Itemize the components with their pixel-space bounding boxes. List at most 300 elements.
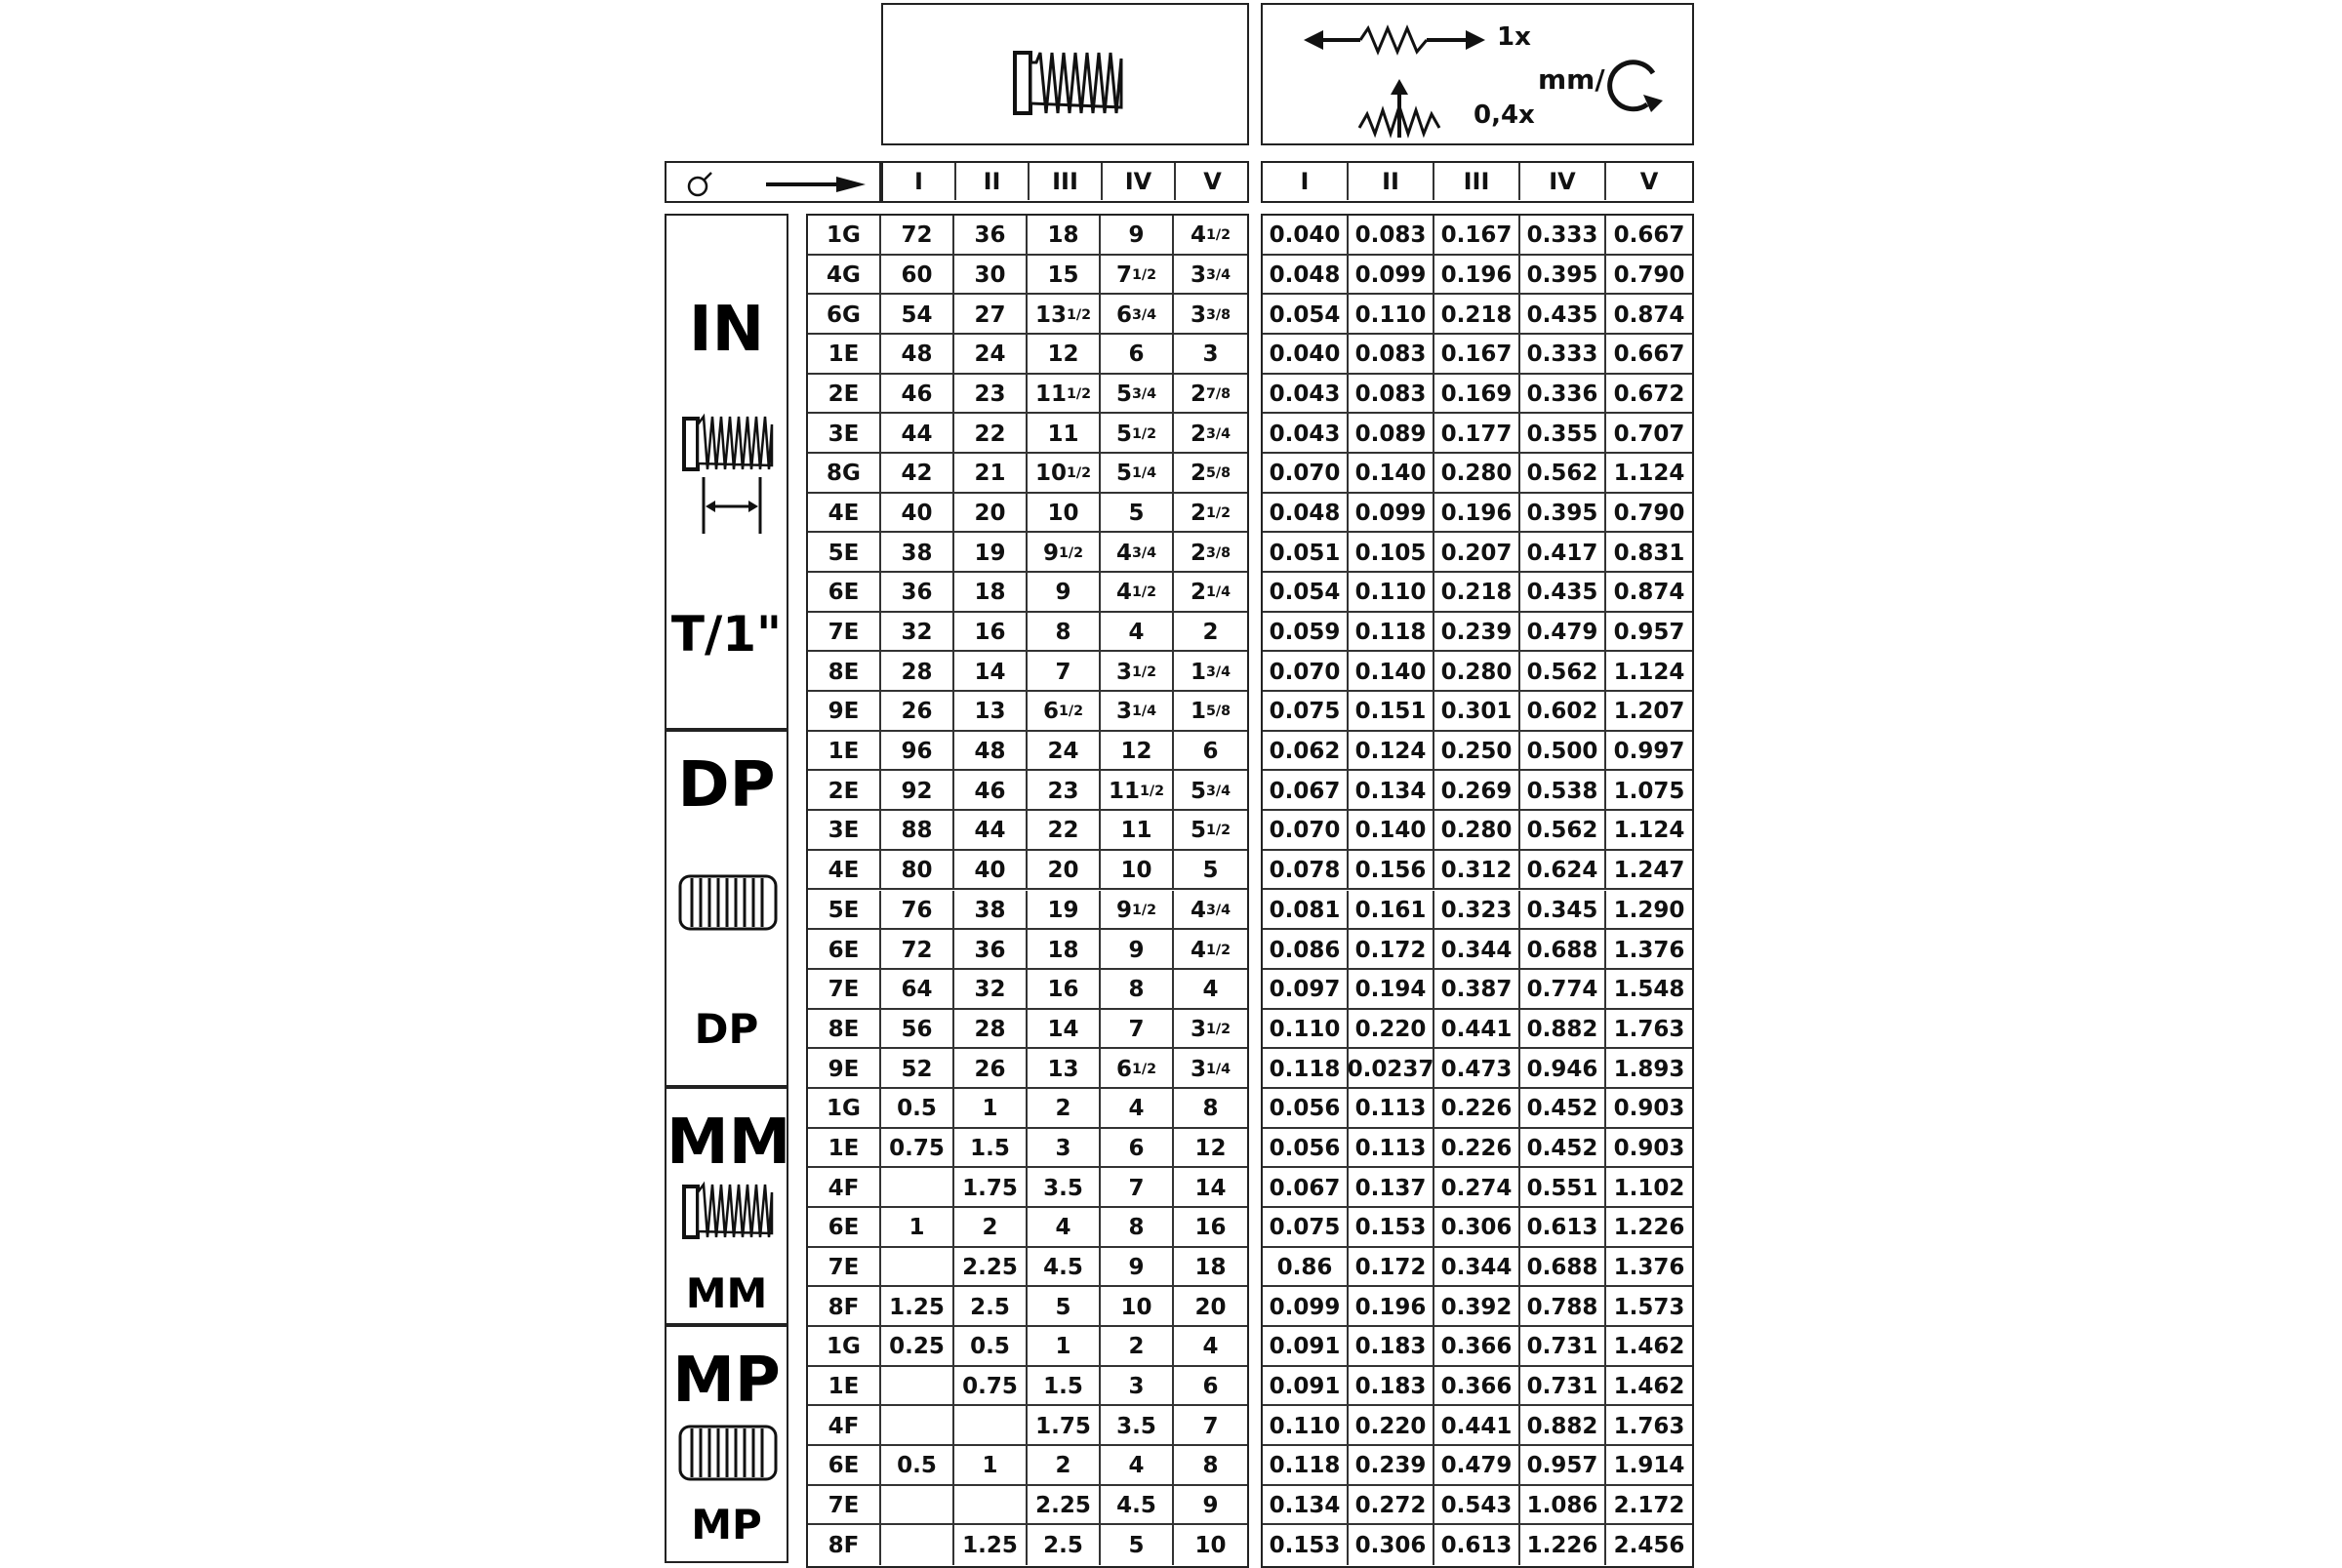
thread-value-cell: 7 bbox=[1101, 1168, 1174, 1208]
feed-value-cell: 0.344 bbox=[1434, 930, 1520, 970]
feed-value-cell: 0.672 bbox=[1613, 382, 1685, 408]
table-row bbox=[808, 454, 1247, 494]
gearbox-code-cell: 4E bbox=[808, 851, 881, 891]
feed-value-cell: 1.573 bbox=[1613, 1294, 1685, 1320]
thread-value-cell: 36 bbox=[954, 216, 1028, 256]
table-row bbox=[808, 256, 1247, 296]
thread-value-cell: 19 bbox=[1028, 891, 1101, 931]
feed-value-cell: 0.140 bbox=[1349, 811, 1434, 851]
thread-value-cell: 1 bbox=[954, 1089, 1028, 1129]
feed-04x-label: 0,4x bbox=[1474, 101, 1535, 130]
group-title: MM bbox=[666, 1106, 791, 1179]
table-row bbox=[1263, 732, 1692, 772]
feed-value-cell: 0.040 bbox=[1263, 335, 1349, 375]
gearbox-code-cell: 2E bbox=[808, 375, 881, 415]
thread-value-cell: 1.5 bbox=[1028, 1367, 1101, 1407]
feed-value-cell: 0.538 bbox=[1520, 771, 1606, 811]
group-subtitle: T/1" bbox=[670, 606, 783, 663]
feed-value-cell: 0.882 bbox=[1520, 1010, 1606, 1050]
feed-value-cell: 1.914 bbox=[1613, 1453, 1685, 1479]
feed-value-cell: 0.070 bbox=[1263, 811, 1349, 851]
thread-value-cell: 1 5/8 bbox=[1190, 699, 1232, 725]
gearbox-code-cell: 8E bbox=[808, 652, 881, 692]
feed-value-cell: 0.274 bbox=[1434, 1168, 1520, 1208]
thread-value-cell: 52 bbox=[881, 1049, 954, 1089]
feed-value-cell: 0.667 bbox=[1613, 342, 1685, 368]
feed-value-cell: 0.048 bbox=[1263, 494, 1349, 534]
thread-value-cell: 44 bbox=[954, 811, 1028, 851]
thread-value-cell: 5 3/4 bbox=[1101, 375, 1174, 415]
worm-thread-icon bbox=[674, 868, 782, 937]
feed-value-cell: 0.118 bbox=[1349, 613, 1434, 653]
thread-value-cell: 23 bbox=[1028, 771, 1101, 811]
feed-value-cell: 0.997 bbox=[1613, 739, 1685, 765]
table-row bbox=[1263, 1208, 1692, 1248]
table-row bbox=[808, 1327, 1247, 1367]
table-row bbox=[808, 1089, 1247, 1129]
feed-value-cell: 0.500 bbox=[1520, 732, 1606, 772]
thread-value-cell: 16 bbox=[1194, 1215, 1227, 1241]
thread-value-cell: 4 bbox=[1101, 1446, 1174, 1486]
thread-value-cell bbox=[881, 1168, 954, 1208]
thread-value-cell: 28 bbox=[881, 652, 954, 692]
feed-value-cell: 0.86 bbox=[1263, 1248, 1349, 1288]
thread-value-cell: 30 bbox=[954, 256, 1028, 296]
feed-value-cell: 0.153 bbox=[1349, 1208, 1434, 1248]
feed-value-cell: 0.688 bbox=[1520, 1248, 1606, 1288]
feed-value-cell: 0.543 bbox=[1434, 1486, 1520, 1526]
feed-value-cell: 0.366 bbox=[1434, 1327, 1520, 1367]
feed-value-cell: 1.124 bbox=[1613, 818, 1685, 844]
thread-value-cell bbox=[954, 1486, 1028, 1526]
feed-value-cell: 0.067 bbox=[1263, 1168, 1349, 1208]
thread-value-cell: 3 1/2 bbox=[1101, 652, 1174, 692]
feed-value-cell: 0.392 bbox=[1434, 1287, 1520, 1327]
table-row bbox=[808, 1525, 1247, 1565]
thread-value-cell: 19 bbox=[954, 533, 1028, 573]
thread-value-cell: 5 1/2 bbox=[1190, 818, 1232, 844]
table-row bbox=[1263, 930, 1692, 970]
thread-value-cell: 3 3/8 bbox=[1190, 302, 1232, 328]
gearbox-code-cell: 6E bbox=[808, 930, 881, 970]
feed-value-cell: 0.091 bbox=[1263, 1367, 1349, 1407]
feed-value-cell: 0.110 bbox=[1263, 1010, 1349, 1050]
table-row bbox=[1263, 771, 1692, 811]
feed-value-cell: 0.774 bbox=[1520, 970, 1606, 1010]
thread-value-cell: 38 bbox=[954, 891, 1028, 931]
table-row bbox=[1263, 970, 1692, 1010]
feed-value-cell: 0.137 bbox=[1349, 1168, 1434, 1208]
feed-value-cell: 0.479 bbox=[1434, 1446, 1520, 1486]
feed-value-cell: 0.707 bbox=[1613, 421, 1685, 447]
thread-value-cell: 26 bbox=[881, 692, 954, 732]
feed-value-cell: 0.874 bbox=[1613, 580, 1685, 606]
feed-value-cell: 0.344 bbox=[1434, 1248, 1520, 1288]
table-row bbox=[808, 970, 1247, 1010]
thread-value-cell: 1 3/4 bbox=[1190, 659, 1232, 685]
feed-value-cell: 0.435 bbox=[1520, 295, 1606, 335]
table-row bbox=[1263, 1248, 1692, 1288]
table-row bbox=[1263, 1089, 1692, 1129]
group-subtitle: MM bbox=[685, 1268, 768, 1317]
feed-value-cell: 0.239 bbox=[1349, 1446, 1434, 1486]
feed-value-cell: 0.099 bbox=[1263, 1287, 1349, 1327]
gearbox-code-cell: 4G bbox=[808, 256, 881, 296]
feed-rate-table bbox=[1261, 214, 1694, 1568]
thread-value-cell: 4 bbox=[1202, 977, 1219, 1003]
thread-value-cell: 4 1/2 bbox=[1101, 573, 1174, 613]
left-column-headers bbox=[881, 161, 1249, 203]
revolution-icon bbox=[1602, 52, 1671, 114]
gearbox-code-cell: 2E bbox=[808, 771, 881, 811]
thread-value-cell: 6 bbox=[1202, 739, 1219, 765]
thread-value-cell: 18 bbox=[1028, 216, 1101, 256]
thread-value-cell: 1 bbox=[881, 1208, 954, 1248]
left-col-header-4: IV bbox=[1103, 163, 1176, 200]
feed-value-cell: 0.790 bbox=[1613, 262, 1685, 288]
thread-value-cell: 28 bbox=[954, 1010, 1028, 1050]
thread-value-cell: 2.25 bbox=[1028, 1486, 1101, 1526]
feed-value-cell: 0.083 bbox=[1349, 216, 1434, 256]
longitudinal-feed-icon bbox=[1302, 22, 1487, 58]
feed-value-cell: 0.134 bbox=[1349, 771, 1434, 811]
group-title: DP bbox=[677, 748, 776, 822]
table-row bbox=[1263, 533, 1692, 573]
feed-value-cell: 0.479 bbox=[1520, 613, 1606, 653]
feed-value-cell: 0.452 bbox=[1520, 1089, 1606, 1129]
thread-value-cell: 1.5 bbox=[954, 1129, 1028, 1169]
gearbox-code-cell: 1G bbox=[808, 216, 881, 256]
right-col-header-4: IV bbox=[1520, 163, 1606, 200]
feed-1x-label: 1x bbox=[1497, 22, 1531, 52]
thread-value-cell: 1.75 bbox=[1028, 1406, 1101, 1446]
thread-value-cell: 1 bbox=[1028, 1327, 1101, 1367]
thread-value-cell: 9 1/2 bbox=[1028, 533, 1101, 573]
thread-value-cell: 20 bbox=[1028, 851, 1101, 891]
thread-value-cell: 18 bbox=[954, 573, 1028, 613]
thread-value-cell: 20 bbox=[954, 494, 1028, 534]
feed-value-cell: 0.269 bbox=[1434, 771, 1520, 811]
feed-value-cell: 0.345 bbox=[1520, 891, 1606, 931]
gearbox-code-cell: 1E bbox=[808, 732, 881, 772]
feed-value-cell: 0.110 bbox=[1349, 295, 1434, 335]
feed-value-cell: 0.957 bbox=[1520, 1446, 1606, 1486]
feed-value-cell: 0.172 bbox=[1349, 1248, 1434, 1288]
feed-value-cell: 0.067 bbox=[1263, 771, 1349, 811]
feed-value-cell: 1.290 bbox=[1613, 897, 1685, 923]
table-row bbox=[1263, 256, 1692, 296]
thread-value-cell: 11 bbox=[1028, 414, 1101, 454]
thread-value-cell: 9 bbox=[1101, 1248, 1174, 1288]
feed-value-cell: 0.562 bbox=[1520, 811, 1606, 851]
gearbox-code-cell: 1E bbox=[808, 335, 881, 375]
table-row bbox=[1263, 1010, 1692, 1050]
table-row bbox=[1263, 216, 1692, 256]
table-row bbox=[808, 613, 1247, 653]
gearbox-code-cell: 4F bbox=[808, 1168, 881, 1208]
feed-value-cell: 0.167 bbox=[1434, 335, 1520, 375]
table-row bbox=[1263, 295, 1692, 335]
thread-value-cell: 4 3/4 bbox=[1190, 897, 1232, 923]
feed-value-cell: 0.957 bbox=[1613, 620, 1685, 646]
feed-value-cell: 0.083 bbox=[1349, 335, 1434, 375]
feed-value-cell: 0.059 bbox=[1263, 613, 1349, 653]
feed-value-cell: 0.306 bbox=[1349, 1525, 1434, 1565]
feed-value-cell: 0.118 bbox=[1263, 1446, 1349, 1486]
feed-value-cell: 0.336 bbox=[1520, 375, 1606, 415]
table-row bbox=[1263, 1129, 1692, 1169]
table-row bbox=[808, 1367, 1247, 1407]
feed-value-cell: 0.043 bbox=[1263, 414, 1349, 454]
thread-value-cell: 2.5 bbox=[1028, 1525, 1101, 1565]
feed-value-cell: 1.763 bbox=[1613, 1016, 1685, 1042]
thread-value-cell: 3 bbox=[1101, 1367, 1174, 1407]
worm-thread-icon bbox=[674, 1419, 782, 1487]
right-column-headers bbox=[1261, 161, 1694, 203]
table-row bbox=[808, 1486, 1247, 1526]
feed-value-cell: 0.395 bbox=[1520, 494, 1606, 534]
feed-value-cell: 1.462 bbox=[1613, 1373, 1685, 1399]
feed-value-cell: 0.078 bbox=[1263, 851, 1349, 891]
table-row bbox=[1263, 1049, 1692, 1089]
feed-value-cell: 0.110 bbox=[1263, 1406, 1349, 1446]
thread-value-cell: 42 bbox=[881, 454, 954, 494]
thread-value-cell: 9 bbox=[1202, 1492, 1219, 1518]
thread-value-cell: 12 bbox=[1101, 732, 1174, 772]
group-subtitle: DP bbox=[694, 1004, 759, 1053]
table-row bbox=[1263, 1168, 1692, 1208]
table-row bbox=[808, 1049, 1247, 1089]
gearbox-code-cell: 1G bbox=[808, 1089, 881, 1129]
feed-value-cell: 0.070 bbox=[1263, 652, 1349, 692]
thread-value-cell: 4 bbox=[1101, 613, 1174, 653]
gearbox-code-cell: 6G bbox=[808, 295, 881, 335]
thread-value-cell: 0.5 bbox=[881, 1089, 954, 1129]
table-row bbox=[808, 1129, 1247, 1169]
feed-value-cell: 0.110 bbox=[1349, 573, 1434, 613]
gearbox-code-cell: 7E bbox=[808, 1248, 881, 1288]
thread-value-cell: 8 bbox=[1028, 613, 1101, 653]
feed-value-cell: 0.153 bbox=[1263, 1525, 1349, 1565]
thread-value-cell: 3 1/4 bbox=[1190, 1056, 1232, 1082]
feed-value-cell: 0.134 bbox=[1263, 1486, 1349, 1526]
feed-value-cell: 0.882 bbox=[1520, 1406, 1606, 1446]
thread-value-cell: 76 bbox=[881, 891, 954, 931]
feed-value-cell: 0.272 bbox=[1349, 1486, 1434, 1526]
thread-value-cell: 2 5/8 bbox=[1190, 461, 1232, 487]
thread-value-cell: 14 bbox=[954, 652, 1028, 692]
table-row bbox=[808, 771, 1247, 811]
table-row bbox=[808, 1010, 1247, 1050]
feed-value-cell: 0.218 bbox=[1434, 573, 1520, 613]
table-row bbox=[1263, 1406, 1692, 1446]
thread-value-cell: 24 bbox=[1028, 732, 1101, 772]
thread-value-cell: 32 bbox=[881, 613, 954, 653]
feed-value-cell: 0.0237 bbox=[1349, 1049, 1434, 1089]
thread-value-cell: 11 bbox=[1101, 811, 1174, 851]
feed-value-cell: 0.790 bbox=[1613, 501, 1685, 527]
gearbox-code-cell: 6E bbox=[808, 1208, 881, 1248]
thread-value-cell: 13 bbox=[954, 692, 1028, 732]
thread-value-cell: 14 bbox=[1194, 1175, 1227, 1201]
table-row bbox=[808, 414, 1247, 454]
table-row bbox=[808, 930, 1247, 970]
thread-value-cell: 3.5 bbox=[1028, 1168, 1101, 1208]
table-row bbox=[1263, 891, 1692, 931]
gearbox-code-cell: 9E bbox=[808, 1049, 881, 1089]
thread-value-cell: 6 bbox=[1101, 335, 1174, 375]
thread-value-cell bbox=[881, 1525, 954, 1565]
feed-value-cell: 0.105 bbox=[1349, 533, 1434, 573]
gearbox-code-cell: 5E bbox=[808, 891, 881, 931]
feed-value-cell: 0.731 bbox=[1520, 1367, 1606, 1407]
thread-value-cell: 46 bbox=[881, 375, 954, 415]
pitch-dimension-icon bbox=[674, 477, 782, 536]
feed-value-cell: 0.070 bbox=[1263, 454, 1349, 494]
feed-value-cell: 0.196 bbox=[1349, 1287, 1434, 1327]
thread-value-cell: 38 bbox=[881, 533, 954, 573]
feed-value-cell: 0.161 bbox=[1349, 891, 1434, 931]
feed-value-cell: 0.602 bbox=[1520, 692, 1606, 732]
thread-value-cell: 40 bbox=[881, 494, 954, 534]
gearbox-code-cell: 8F bbox=[808, 1525, 881, 1565]
feed-value-cell: 0.946 bbox=[1520, 1049, 1606, 1089]
thread-value-cell: 2 1/4 bbox=[1190, 580, 1232, 606]
feed-value-cell: 0.333 bbox=[1520, 216, 1606, 256]
thread-value-cell bbox=[954, 1406, 1028, 1446]
table-row bbox=[808, 1406, 1247, 1446]
thread-value-cell: 36 bbox=[881, 573, 954, 613]
thread-value-cell: 3 bbox=[1202, 342, 1219, 368]
feed-value-cell: 0.086 bbox=[1263, 930, 1349, 970]
feed-value-cell: 0.156 bbox=[1349, 851, 1434, 891]
feed-value-cell: 1.226 bbox=[1613, 1215, 1685, 1241]
feed-value-cell: 0.220 bbox=[1349, 1010, 1434, 1050]
feed-value-cell: 0.624 bbox=[1520, 851, 1606, 891]
table-row bbox=[1263, 1327, 1692, 1367]
feed-value-cell: 0.551 bbox=[1520, 1168, 1606, 1208]
feed-value-cell: 0.097 bbox=[1263, 970, 1349, 1010]
feed-value-cell: 0.113 bbox=[1349, 1129, 1434, 1169]
table-row bbox=[1263, 652, 1692, 692]
group-title: IN bbox=[688, 294, 765, 366]
feed-value-cell: 0.226 bbox=[1434, 1089, 1520, 1129]
feed-value-cell: 0.312 bbox=[1434, 851, 1520, 891]
gearbox-code-cell: 6E bbox=[808, 573, 881, 613]
thread-value-cell: 56 bbox=[881, 1010, 954, 1050]
thread-value-cell: 80 bbox=[881, 851, 954, 891]
table-row bbox=[808, 851, 1247, 891]
table-row bbox=[1263, 414, 1692, 454]
thread-value-cell: 7 bbox=[1028, 652, 1101, 692]
thread-value-cell: 2 bbox=[1028, 1089, 1101, 1129]
feed-value-cell: 0.196 bbox=[1434, 494, 1520, 534]
thread-value-cell: 0.25 bbox=[881, 1327, 954, 1367]
thread-value-cell: 3 1/2 bbox=[1190, 1016, 1232, 1042]
thread-value-cell: 0.75 bbox=[881, 1129, 954, 1169]
thread-value-cell: 4 3/4 bbox=[1101, 533, 1174, 573]
gearbox-code-cell: 3E bbox=[808, 414, 881, 454]
group-title: MP bbox=[672, 1344, 781, 1417]
feed-value-cell: 2.456 bbox=[1613, 1532, 1685, 1558]
thread-value-cell: 5 bbox=[1101, 494, 1174, 534]
thread-value-cell: 48 bbox=[954, 732, 1028, 772]
table-row bbox=[808, 375, 1247, 415]
feed-value-cell: 1.763 bbox=[1613, 1413, 1685, 1439]
thread-value-cell: 2 bbox=[1202, 620, 1219, 646]
feed-value-cell: 0.040 bbox=[1263, 216, 1349, 256]
feed-value-cell: 1.124 bbox=[1613, 461, 1685, 487]
feed-value-cell: 2.172 bbox=[1613, 1492, 1685, 1518]
thread-value-cell: 10 1/2 bbox=[1028, 454, 1101, 494]
thread-value-cell: 8 bbox=[1101, 1208, 1174, 1248]
table-row bbox=[808, 732, 1247, 772]
group-mm bbox=[665, 1087, 791, 1325]
thread-value-cell: 4 bbox=[1028, 1208, 1101, 1248]
group-mp bbox=[665, 1325, 788, 1563]
thread-value-cell: 2 3/4 bbox=[1190, 421, 1232, 447]
feed-value-cell: 0.903 bbox=[1613, 1135, 1685, 1161]
thread-value-cell: 2.25 bbox=[954, 1248, 1028, 1288]
feed-value-cell: 1.548 bbox=[1613, 977, 1685, 1003]
feed-value-cell: 0.113 bbox=[1349, 1089, 1434, 1129]
thread-pitch-icon bbox=[674, 411, 782, 479]
feed-value-cell: 0.177 bbox=[1434, 414, 1520, 454]
feed-value-cell: 0.140 bbox=[1349, 454, 1434, 494]
feed-value-cell: 0.874 bbox=[1613, 302, 1685, 328]
thread-value-cell: 21 bbox=[954, 454, 1028, 494]
feed-value-cell: 1.893 bbox=[1613, 1056, 1685, 1082]
thread-value-cell: 2 bbox=[954, 1208, 1028, 1248]
thread-value-cell: 16 bbox=[954, 613, 1028, 653]
gearbox-code-cell: 8G bbox=[808, 454, 881, 494]
thread-value-cell: 5 3/4 bbox=[1190, 778, 1232, 804]
table-row bbox=[808, 335, 1247, 375]
thread-value-cell: 1 bbox=[954, 1446, 1028, 1486]
feed-value-cell: 0.075 bbox=[1263, 692, 1349, 732]
feed-value-cell: 0.056 bbox=[1263, 1129, 1349, 1169]
right-col-header-2: II bbox=[1349, 163, 1434, 200]
thread-value-cell: 20 bbox=[1194, 1294, 1227, 1320]
feed-value-cell: 0.099 bbox=[1349, 256, 1434, 296]
feed-value-cell: 0.441 bbox=[1434, 1010, 1520, 1050]
table-row bbox=[808, 1208, 1247, 1248]
left-col-header-5: V bbox=[1203, 168, 1222, 195]
group-dp bbox=[665, 730, 788, 1087]
feed-value-cell: 0.091 bbox=[1263, 1327, 1349, 1367]
feed-value-cell: 0.075 bbox=[1263, 1208, 1349, 1248]
feed-value-cell: 0.167 bbox=[1434, 216, 1520, 256]
thread-value-cell: 5 bbox=[1028, 1287, 1101, 1327]
thread-pitch-icon bbox=[674, 1179, 782, 1247]
feed-value-cell: 0.051 bbox=[1263, 533, 1349, 573]
feed-value-cell: 0.613 bbox=[1434, 1525, 1520, 1565]
feed-value-cell: 0.452 bbox=[1520, 1129, 1606, 1169]
feed-value-cell: 0.667 bbox=[1613, 222, 1685, 249]
feed-value-cell: 0.688 bbox=[1520, 930, 1606, 970]
thread-value-cell: 2 bbox=[1028, 1446, 1101, 1486]
thread-value-cell: 0.75 bbox=[954, 1367, 1028, 1407]
feed-value-cell: 0.301 bbox=[1434, 692, 1520, 732]
gearbox-code-cell: 4F bbox=[808, 1406, 881, 1446]
feed-value-cell: 0.140 bbox=[1349, 652, 1434, 692]
feed-value-cell: 0.355 bbox=[1520, 414, 1606, 454]
table-row bbox=[808, 1168, 1247, 1208]
feed-value-cell: 0.613 bbox=[1520, 1208, 1606, 1248]
thread-value-cell: 5 bbox=[1202, 858, 1219, 884]
thread-value-cell: 44 bbox=[881, 414, 954, 454]
right-col-header-3: III bbox=[1434, 163, 1520, 200]
